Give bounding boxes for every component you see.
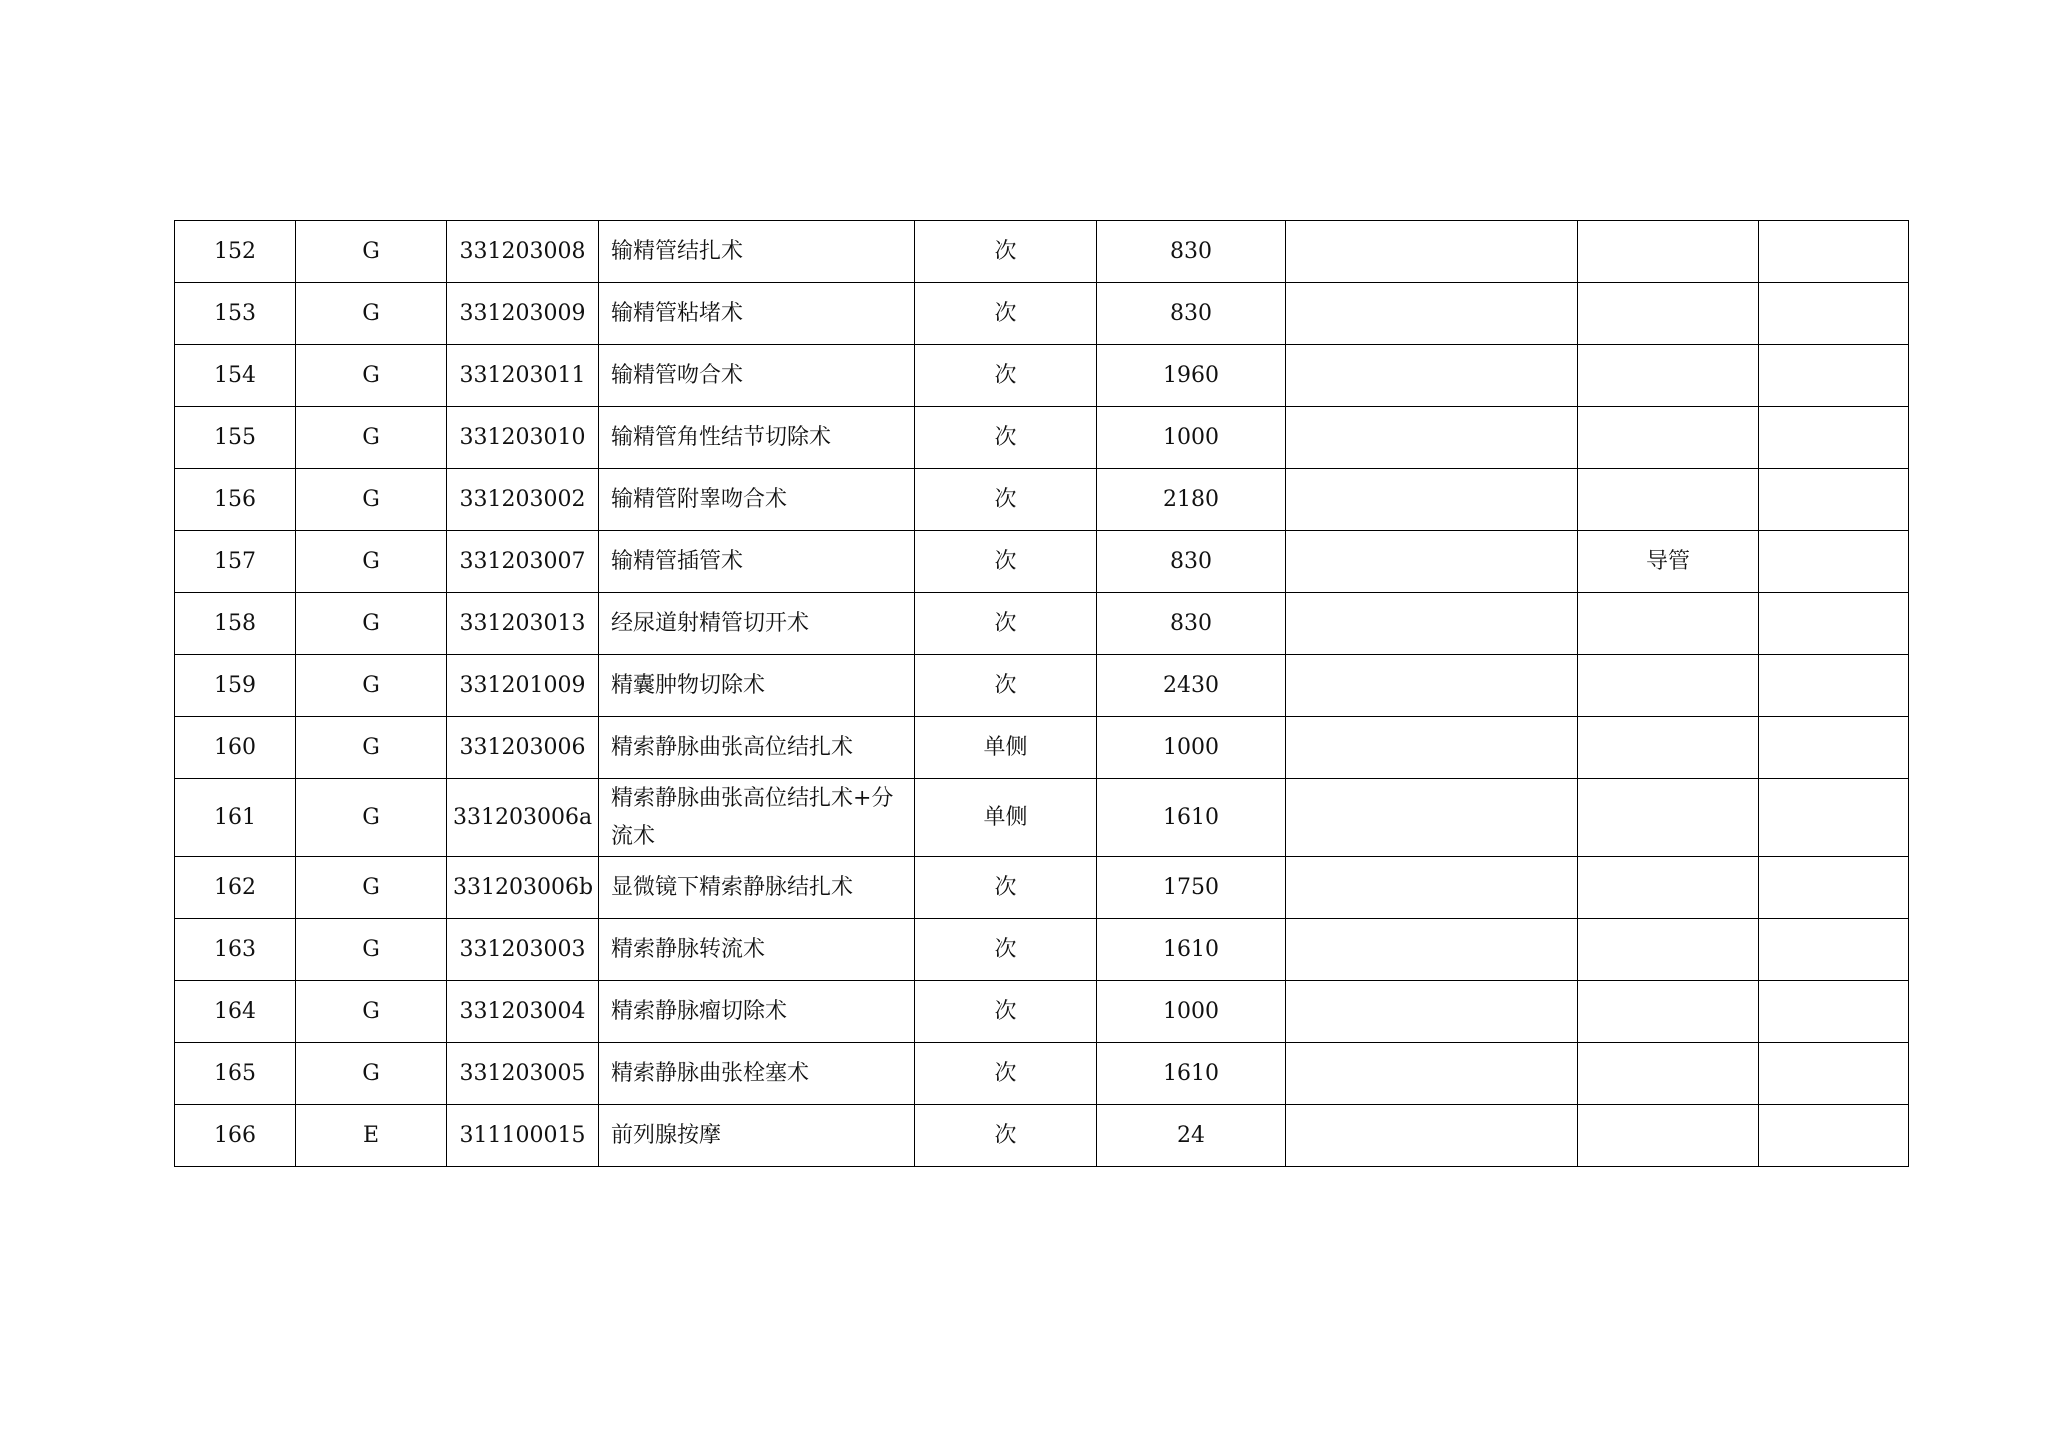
cell-price: 1960	[1097, 345, 1286, 407]
cell-category: G	[296, 857, 447, 919]
table-row	[175, 1043, 1909, 1105]
cell-code: 331203011	[447, 345, 599, 407]
cell-category: E	[296, 1105, 447, 1167]
cell-col7	[1286, 779, 1578, 857]
cell-col7	[1286, 283, 1578, 345]
cell-price: 830	[1097, 593, 1286, 655]
cell-category: G	[296, 919, 447, 981]
cell-item-name: 精囊肿物切除术	[599, 655, 915, 717]
cell-price: 1000	[1097, 717, 1286, 779]
cell-price: 1000	[1097, 407, 1286, 469]
cell-price: 1000	[1097, 981, 1286, 1043]
cell-category: G	[296, 981, 447, 1043]
cell-col9	[1759, 407, 1909, 469]
cell-col9	[1759, 1043, 1909, 1105]
cell-unit: 单侧	[915, 717, 1097, 779]
cell-col8	[1578, 407, 1759, 469]
cell-col7	[1286, 857, 1578, 919]
cell-code: 331203002	[447, 469, 599, 531]
cell-seq: 153	[175, 283, 296, 345]
cell-item-name: 经尿道射精管切开术	[599, 593, 915, 655]
cell-item-name: 精索静脉曲张栓塞术	[599, 1043, 915, 1105]
cell-price: 2430	[1097, 655, 1286, 717]
cell-price: 830	[1097, 221, 1286, 283]
table-row	[175, 717, 1909, 779]
cell-code: 331203004	[447, 981, 599, 1043]
cell-col8	[1578, 981, 1759, 1043]
table-row	[175, 779, 1909, 857]
cell-unit: 次	[915, 407, 1097, 469]
cell-code: 331203007	[447, 531, 599, 593]
cell-item-name: 精索静脉曲张高位结扎术+分流术	[599, 779, 915, 857]
cell-item-name: 精索静脉曲张高位结扎术	[599, 717, 915, 779]
cell-seq: 154	[175, 345, 296, 407]
cell-col7	[1286, 593, 1578, 655]
cell-col7	[1286, 1105, 1578, 1167]
cell-unit: 次	[915, 1105, 1097, 1167]
cell-col7	[1286, 981, 1578, 1043]
cell-col9	[1759, 919, 1909, 981]
cell-seq: 155	[175, 407, 296, 469]
cell-item-name: 输精管角性结节切除术	[599, 407, 915, 469]
cell-seq: 163	[175, 919, 296, 981]
cell-col7	[1286, 1043, 1578, 1105]
cell-col9	[1759, 779, 1909, 857]
cell-seq: 159	[175, 655, 296, 717]
cell-col8	[1578, 221, 1759, 283]
cell-col8	[1578, 283, 1759, 345]
cell-item-name: 前列腺按摩	[599, 1105, 915, 1167]
cell-col7	[1286, 469, 1578, 531]
cell-item-name: 显微镜下精索静脉结扎术	[599, 857, 915, 919]
cell-unit: 次	[915, 919, 1097, 981]
cell-col7	[1286, 221, 1578, 283]
table-row	[175, 919, 1909, 981]
cell-item-name: 输精管附睾吻合术	[599, 469, 915, 531]
cell-unit: 单侧	[915, 779, 1097, 857]
cell-col8	[1578, 1043, 1759, 1105]
cell-unit: 次	[915, 221, 1097, 283]
cell-unit: 次	[915, 469, 1097, 531]
cell-col7	[1286, 919, 1578, 981]
cell-item-name: 输精管粘堵术	[599, 283, 915, 345]
table-row	[175, 407, 1909, 469]
cell-code: 331203006b	[447, 857, 599, 919]
cell-item-name: 精索静脉瘤切除术	[599, 981, 915, 1043]
cell-code: 331203003	[447, 919, 599, 981]
table-row	[175, 1105, 1909, 1167]
cell-col7	[1286, 717, 1578, 779]
cell-category: G	[296, 717, 447, 779]
cell-seq: 165	[175, 1043, 296, 1105]
cell-code: 331203005	[447, 1043, 599, 1105]
cell-category: G	[296, 221, 447, 283]
cell-price: 1750	[1097, 857, 1286, 919]
cell-category: G	[296, 655, 447, 717]
table-row	[175, 221, 1909, 283]
cell-category: G	[296, 593, 447, 655]
cell-unit: 次	[915, 345, 1097, 407]
cell-unit: 次	[915, 981, 1097, 1043]
cell-price: 2180	[1097, 469, 1286, 531]
cell-col7	[1286, 345, 1578, 407]
cell-unit: 次	[915, 593, 1097, 655]
cell-col9	[1759, 283, 1909, 345]
cell-col8	[1578, 1105, 1759, 1167]
cell-unit: 次	[915, 283, 1097, 345]
cell-col9	[1759, 655, 1909, 717]
cell-col9	[1759, 469, 1909, 531]
table-row	[175, 655, 1909, 717]
cell-category: G	[296, 407, 447, 469]
cell-col8	[1578, 717, 1759, 779]
cell-col8	[1578, 469, 1759, 531]
cell-category: G	[296, 531, 447, 593]
cell-unit: 次	[915, 857, 1097, 919]
cell-code: 311100015	[447, 1105, 599, 1167]
cell-code: 331203009	[447, 283, 599, 345]
cell-col9	[1759, 221, 1909, 283]
cell-price: 1610	[1097, 1043, 1286, 1105]
cell-item-name: 精索静脉转流术	[599, 919, 915, 981]
cell-category: G	[296, 1043, 447, 1105]
cell-code: 331203013	[447, 593, 599, 655]
fee-table	[174, 220, 1909, 1167]
cell-seq: 156	[175, 469, 296, 531]
cell-col8	[1578, 593, 1759, 655]
cell-col9	[1759, 717, 1909, 779]
cell-code: 331203006	[447, 717, 599, 779]
cell-seq: 158	[175, 593, 296, 655]
cell-seq: 152	[175, 221, 296, 283]
table-row	[175, 981, 1909, 1043]
cell-col9	[1759, 593, 1909, 655]
cell-category: G	[296, 469, 447, 531]
cell-category: G	[296, 345, 447, 407]
cell-price: 1610	[1097, 779, 1286, 857]
table-row	[175, 857, 1909, 919]
cell-price: 1610	[1097, 919, 1286, 981]
cell-category: G	[296, 779, 447, 857]
table-row	[175, 593, 1909, 655]
cell-item-name: 输精管吻合术	[599, 345, 915, 407]
cell-code: 331203010	[447, 407, 599, 469]
cell-col8: 导管	[1578, 531, 1759, 593]
cell-col8	[1578, 919, 1759, 981]
cell-price: 24	[1097, 1105, 1286, 1167]
cell-col7	[1286, 655, 1578, 717]
cell-col9	[1759, 981, 1909, 1043]
cell-item-name: 输精管插管术	[599, 531, 915, 593]
table-row	[175, 469, 1909, 531]
cell-col8	[1578, 345, 1759, 407]
cell-seq: 161	[175, 779, 296, 857]
cell-item-name: 输精管结扎术	[599, 221, 915, 283]
cell-col8	[1578, 779, 1759, 857]
cell-unit: 次	[915, 531, 1097, 593]
table-row	[175, 283, 1909, 345]
fee-table-body	[175, 221, 1909, 1167]
cell-seq: 162	[175, 857, 296, 919]
cell-col9	[1759, 1105, 1909, 1167]
cell-code: 331203008	[447, 221, 599, 283]
cell-seq: 157	[175, 531, 296, 593]
cell-code: 331201009	[447, 655, 599, 717]
cell-col8	[1578, 857, 1759, 919]
cell-price: 830	[1097, 283, 1286, 345]
table-row	[175, 531, 1909, 593]
cell-col9	[1759, 531, 1909, 593]
table-row	[175, 345, 1909, 407]
cell-category: G	[296, 283, 447, 345]
cell-unit: 次	[915, 655, 1097, 717]
cell-code: 331203006a	[447, 779, 599, 857]
cell-col9	[1759, 857, 1909, 919]
cell-seq: 166	[175, 1105, 296, 1167]
cell-price: 830	[1097, 531, 1286, 593]
cell-col7	[1286, 407, 1578, 469]
cell-seq: 164	[175, 981, 296, 1043]
cell-unit: 次	[915, 1043, 1097, 1105]
cell-seq: 160	[175, 717, 296, 779]
cell-col9	[1759, 345, 1909, 407]
cell-col7	[1286, 531, 1578, 593]
cell-col8	[1578, 655, 1759, 717]
